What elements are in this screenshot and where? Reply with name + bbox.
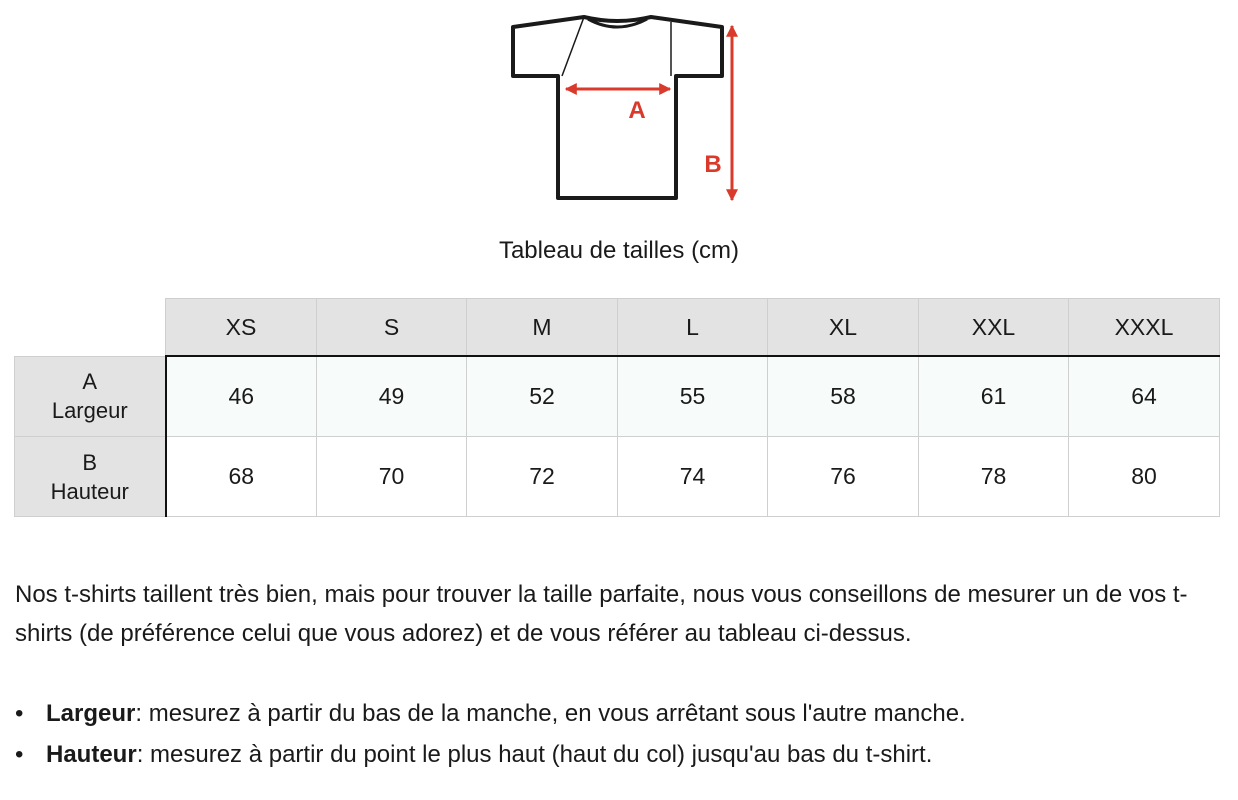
list-item xyxy=(15,734,1225,775)
table-cell: 72 xyxy=(467,437,618,517)
table-cell: 49 xyxy=(317,356,467,437)
table-cell: 61 xyxy=(919,356,1069,437)
size-header: M xyxy=(467,299,618,357)
row-name: Largeur xyxy=(51,398,128,424)
bullet-text: : mesurez à partir du point le plus haut (haut du col) jusqu'au bas du t-shirt. xyxy=(136,741,933,768)
size-header: XS xyxy=(166,299,317,357)
height-row xyxy=(15,437,1220,517)
size-header: XXL xyxy=(919,299,1069,357)
table-cell: 68 xyxy=(166,437,317,517)
row-header-width xyxy=(15,356,166,437)
table-cell: 58 xyxy=(768,356,919,437)
table-cell: 52 xyxy=(467,356,618,437)
size-header: XL xyxy=(768,299,919,357)
bullet-text: : mesurez à partir du bas de la manche, en vous arrêtant sous l'autre manche. xyxy=(135,700,966,727)
width-label: A xyxy=(628,97,646,124)
tshirt-icon xyxy=(513,17,722,198)
bullet-term: Largeur xyxy=(46,700,136,727)
size-table-title: Tableau de tailles (cm) xyxy=(498,237,740,264)
list-item xyxy=(15,693,1225,734)
table-cell: 55 xyxy=(618,356,768,437)
row-letter: A xyxy=(82,369,98,395)
table-cell: 80 xyxy=(1069,437,1220,517)
bullet-term: Hauteur xyxy=(46,741,137,768)
row-letter: B xyxy=(82,449,98,475)
sizing-advice-paragraph: Nos t-shirts taillent très bien, mais pour trouver la taille parfaite, nous vous conseillons de mesurer un de vos t-shirts (de préférence celui que vous adorez) et de vous référer au tableau ci-dessus. xyxy=(15,581,1188,647)
table-cell: 76 xyxy=(768,437,919,517)
measurement-instructions xyxy=(15,693,1225,775)
table-cell: 74 xyxy=(618,437,768,517)
size-header-row xyxy=(15,299,1220,357)
size-header: S xyxy=(317,299,467,357)
size-header: L xyxy=(618,299,768,357)
table-cell: 64 xyxy=(1069,356,1220,437)
row-name: Hauteur xyxy=(50,478,129,504)
height-label: B xyxy=(704,151,722,178)
row-header-height xyxy=(15,437,166,517)
table-cell: 70 xyxy=(317,437,467,517)
size-table xyxy=(14,298,1220,517)
corner-cell xyxy=(15,299,166,357)
width-row xyxy=(15,356,1220,437)
table-cell: 78 xyxy=(919,437,1069,517)
size-header: XXXL xyxy=(1069,299,1220,357)
tshirt-measurement-diagram xyxy=(500,10,750,210)
table-cell: 46 xyxy=(166,356,317,437)
